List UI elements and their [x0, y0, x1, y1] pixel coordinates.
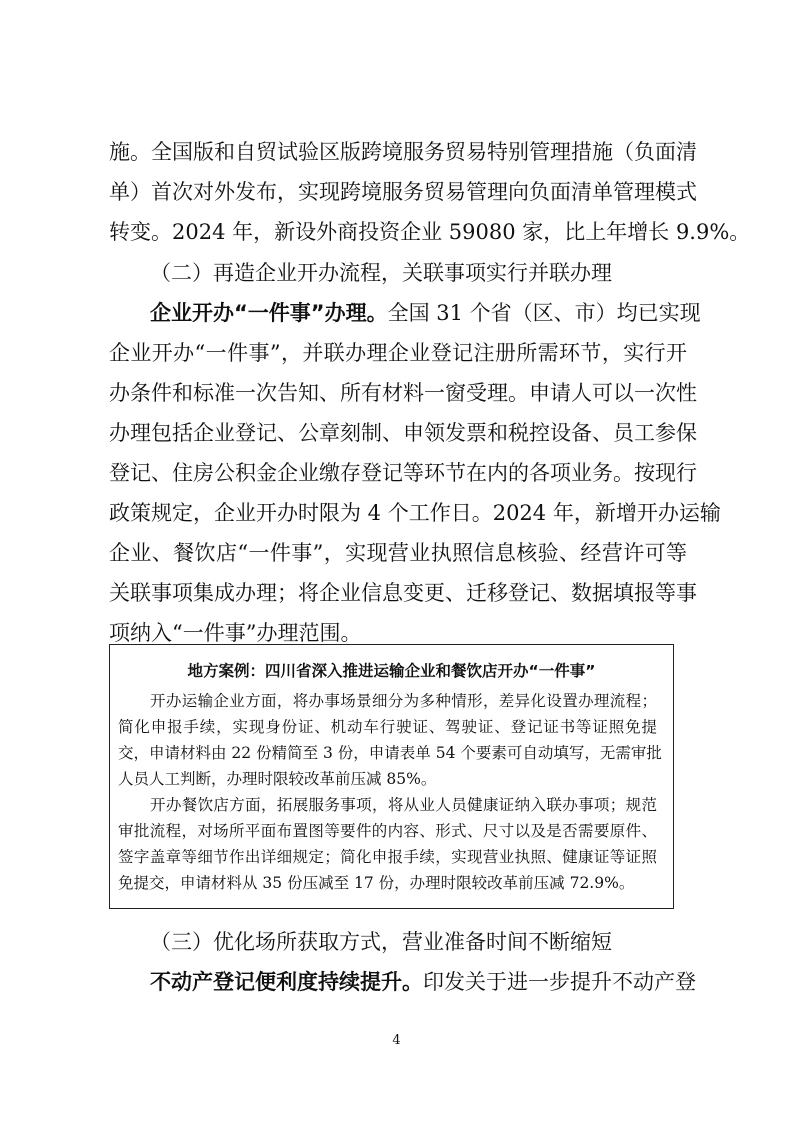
paragraph-line: 转变。2024 年，新设外商投资企业 59080 家，比上年增长 9.9%。	[109, 220, 751, 244]
local-case-box	[109, 644, 674, 909]
case-box-line: 签字盖章等细节作出详细规定；简化申报手续，实现营业执照、健康证等证照	[118, 848, 657, 866]
case-box-line: 开办餐饮店方面，拓展服务事项，将从业人员健康证纳入联办事项；规范	[150, 796, 657, 814]
page-number: 4	[392, 1033, 401, 1048]
case-box-line: 开办运输企业方面，将办事场景细分为多种情形，差异化设置办理流程；	[150, 692, 657, 710]
paragraph-text: 印发关于进一步提升不动产登	[423, 970, 696, 994]
case-box-title: 地方案例：四川省深入推进运输企业和餐饮店开办“一件事”	[187, 662, 596, 680]
case-box-line: 免提交，申请材料从 35 份压减至 17 份，办理时限较改革前压减 72.9%。	[118, 874, 635, 892]
paragraph-line: 登记、住房公积金企业缴存登记等环节在内的各项业务。按现行	[109, 461, 697, 485]
case-box-line: 简化申报手续，实现身份证、机动车行驶证、驾驶证、登记证书等证照免提	[118, 718, 657, 736]
paragraph-line: 政策规定，企业开办时限为 4 个工作日。2024 年，新增开办运输	[109, 501, 721, 525]
paragraph-line: 企业、餐饮店“一件事”，实现营业执照信息核验、经营许可等	[109, 541, 687, 565]
case-box-line: 审批流程，对场所平面布置图等要件的内容、形式、尺寸以及是否需要原件、	[118, 822, 657, 840]
paragraph-line: 项纳入“一件事”办理范围。	[109, 621, 362, 645]
paragraph-line: 办条件和标准一次告知、所有材料一窗受理。申请人可以一次性	[109, 381, 697, 405]
section-heading-3: （三）优化场所获取方式，营业准备时间不断缩短	[150, 930, 612, 954]
paragraph-line: 企业开办“一件事”，并联办理企业登记注册所需环节，实行开	[109, 341, 687, 365]
paragraph-line	[150, 967, 696, 997]
case-box-line: 人员人工判断，办理时限较改革前压减 85%。	[118, 770, 437, 788]
paragraph-text: 全国 31 个省（区、市）均已实现	[387, 301, 701, 325]
paragraph-line: 办理包括企业登记、公章刻制、申领发票和税控设备、员工参保	[109, 421, 697, 445]
paragraph-line: 关联事项集成办理；将企业信息变更、迁移登记、数据填报等事	[109, 581, 697, 605]
paragraph-line	[150, 298, 701, 328]
paragraph-lead-title: 不动产登记便利度持续提升。	[150, 970, 423, 994]
paragraph-line: 施。全国版和自贸试验区版跨境服务贸易特别管理措施（负面清	[109, 140, 697, 164]
paragraph-lead-title: 企业开办“一件事”办理。	[150, 301, 388, 325]
section-heading-2: （二）再造企业开办流程，关联事项实行并联办理	[150, 261, 612, 285]
case-box-line: 交，申请材料由 22 份精简至 3 份，申请表单 54 个要素可自动填写，无需审批	[118, 744, 662, 762]
paragraph-line: 单）首次对外发布，实现跨境服务贸易管理向负面清单管理模式	[109, 180, 697, 204]
